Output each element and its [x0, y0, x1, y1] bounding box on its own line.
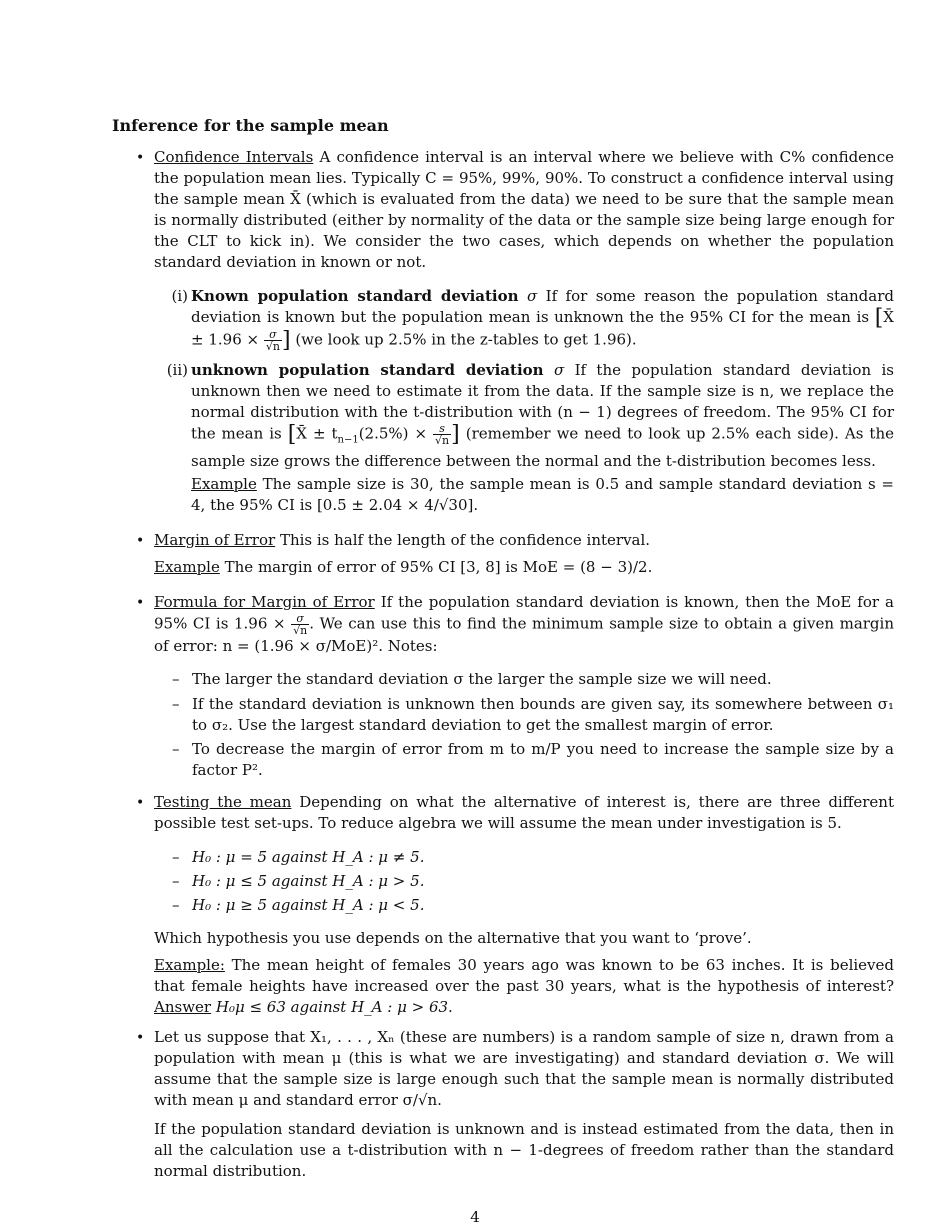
hypothesis-text: H₀ : μ ≤ 5 against H_A : μ > 5.: [192, 872, 425, 890]
bracket-close: ]: [451, 422, 460, 447]
item-bold-heading: Known population standard deviation: [191, 287, 519, 305]
dash-marker: –: [172, 848, 180, 866]
fraction-numerator: σ: [264, 329, 282, 341]
fraction: [433, 423, 451, 446]
example-text: The sample size is 30, the sample mean is 0.5 and sample standard deviation s = 4, the 95% CI is [0.5 ± 2.04 × 4/√30].: [191, 474, 894, 514]
note-text: The larger the standard deviation σ the larger the sample size we will need.: [192, 670, 772, 688]
dash-marker: –: [172, 740, 180, 758]
moe-heading: Margin of Error: [154, 531, 276, 549]
ci-heading: Confidence Intervals: [154, 148, 314, 166]
sigma-symbol: σ: [553, 361, 565, 379]
example-label: Example: [154, 558, 220, 576]
bullet-marker: •: [136, 795, 145, 811]
example-text: The margin of error of 95% CI [3, 8] is MoE = (8 − 3)/2.: [224, 558, 653, 576]
example-label: Example: [191, 474, 257, 493]
sigma-symbol: σ: [526, 287, 538, 305]
dash-marker: –: [172, 872, 180, 890]
testing-example: [154, 955, 894, 1018]
item-after: (we look up 2.5% in the z-tables to get 1.96).: [295, 330, 637, 348]
note-text: To decrease the margin of error from m to m/P you need to increase the sample size by a factor P².: [192, 740, 894, 779]
formula-mid: (2.5%) ×: [358, 424, 428, 443]
section-title: Inference for the sample mean: [112, 116, 389, 135]
bracket-close: ]: [281, 327, 291, 353]
ci-paragraph: [154, 147, 894, 273]
bullet-marker: •: [136, 1030, 145, 1046]
moe-paragraph: [154, 530, 894, 551]
testing-paragraph: [154, 792, 894, 834]
ci-example: [191, 474, 894, 516]
answer-text: H₀μ ≤ 63 against H_A : μ > 63.: [215, 998, 453, 1016]
hypothesis-text: H₀ : μ ≥ 5 against H_A : μ < 5.: [192, 896, 425, 914]
dash-marker: –: [172, 896, 180, 914]
item-number: (ii): [166, 361, 188, 379]
formula-subscript: n−1: [337, 434, 359, 446]
answer-label: Answer: [154, 998, 212, 1016]
item-bold-heading: unknown population standard deviation: [191, 361, 544, 379]
dash-marker: –: [172, 695, 180, 713]
item-body: [191, 286, 894, 352]
formula-text-a: If the population standard deviation is known, then the MoE for a 95% CI is 1.96 ×: [154, 593, 894, 633]
suppose-paragraph: Let us suppose that X₁, . . . , Xₙ (these are numbers) is a random sample of size n, drawn from a population with mean μ (this is what we are investigating) and standard deviation σ. We will assume that the sample size is large enough such that the sample mean is normally distributed with mean μ and standard error σ/√n.: [154, 1028, 894, 1109]
formula-text-b: . We can use this to find the minimum sample size to obtain a given margin of error: n = (1.96 × σ/MoE)². Notes:: [154, 614, 894, 655]
hypothesis-text: H₀ : μ = 5 against H_A : μ ≠ 5.: [192, 848, 425, 866]
fraction-denominator: √n: [293, 624, 308, 637]
bracket-open: [: [874, 305, 884, 331]
item-body: [191, 360, 894, 516]
testing-text: Depending on what the alternative of interest is, there are three different possible test set-ups. To reduce algebra we will assume the mean under investigation is 5.: [154, 793, 894, 832]
fraction: [264, 329, 282, 352]
formula-pre: X̄ ± 1.96 ×: [191, 308, 894, 348]
suppose-paragraph-2: If the population standard deviation is unknown and is instead estimated from the data, then in all the calculation use a t-distribution with n − 1-degrees of freedom rather than the standard normal distribution.: [154, 1120, 894, 1180]
item-after: (remember we need to look up 2.5% each side). As the sample size grows the difference between the normal and the t-distribution becomes less.: [191, 424, 894, 470]
item-number: (i): [171, 287, 188, 305]
item-text: If for some reason the population standard deviation is known but the population mean is unknown the the 95% CI for the mean is: [191, 287, 894, 326]
bullet-marker: •: [136, 533, 145, 549]
note-text: If the standard deviation is unknown then bounds are given say, its somewhere between σ₁ to σ₂. Use the largest standard deviation to get the smallest margin of error.: [192, 695, 894, 734]
testing-heading: Testing the mean: [154, 793, 292, 811]
bullet-marker: •: [136, 150, 145, 166]
bracket-open: [: [287, 422, 297, 447]
fraction-denominator: √n: [265, 339, 280, 353]
formula-paragraph: [154, 592, 894, 657]
formula-pre: X̄ ± t: [296, 424, 338, 443]
fraction-numerator: σ: [291, 613, 309, 625]
dash-marker: –: [172, 670, 180, 688]
item-text: If the population standard deviation is unknown then we need to estimate it from the data. If the sample size is n, we replace the normal distribution with the t-distribution with (n − 1) degrees of freedom. The 95% CI for the mean is: [191, 361, 894, 443]
fraction-denominator: √n: [435, 434, 450, 447]
formula-heading: Formula for Margin of Error: [154, 593, 375, 611]
example-text: The mean height of females 30 years ago was known to be 63 inches. It is believed that female heights have increased over the past 30 years, what is the hypothesis of interest?: [154, 956, 894, 995]
which-text: Which hypothesis you use depends on the alternative that you want to ‘prove’.: [154, 929, 752, 947]
ci-text: A confidence interval is an interval where we believe with C% confidence the population mean lies. Typically C = 95%, 99%, 90%. To construct a confidence interval using the sample mean X̄ (which is evaluated from the data) we need to be sure that the sample mean is normally distributed (either by normality of the data or the sample size being large enough for the CLT to kick in). We consider the two cases, which depends on whether the population standard deviation in known or not.: [154, 148, 894, 271]
fraction-numerator: s: [433, 423, 451, 435]
moe-example: [154, 557, 894, 578]
fraction: [291, 613, 309, 636]
page-number: 4: [470, 1208, 480, 1226]
bullet-marker: •: [136, 595, 145, 611]
moe-text: This is half the length of the confidence interval.: [279, 531, 651, 549]
example-label: Example:: [154, 956, 225, 974]
